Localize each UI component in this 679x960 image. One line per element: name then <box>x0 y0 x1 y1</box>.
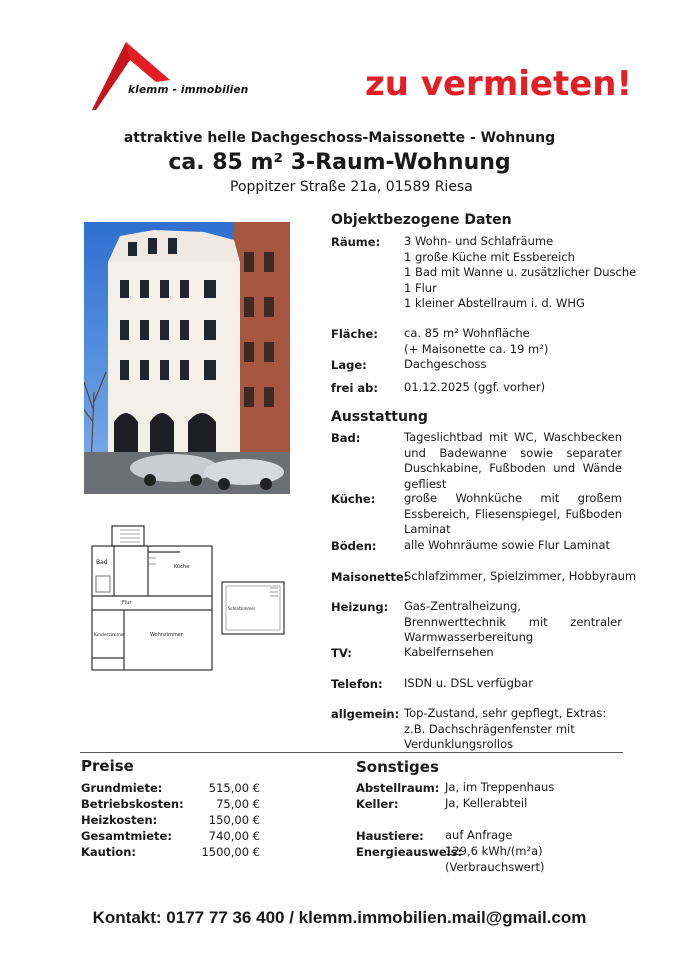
logo-roof-icon <box>90 40 170 112</box>
kaution-value: 1500,00 € <box>201 845 260 859</box>
gesamtmiete-label: Gesamtmiete: <box>81 829 172 843</box>
plan-room-living: Wohnzimmer <box>150 632 183 638</box>
divider <box>80 752 623 753</box>
raeume-item: 1 große Küche mit Essbereich <box>404 249 575 264</box>
maisonette-label: Maisonette: <box>331 570 409 584</box>
raeume-item: 1 kleiner Abstellraum i. d. WHG <box>404 296 585 310</box>
betriebskosten-value: 75,00 € <box>216 797 260 811</box>
frei-label: frei ab: <box>331 381 379 395</box>
tv-value: Kabelfernsehen <box>404 645 494 659</box>
allgemein-label: allgemein: <box>331 707 400 721</box>
flaeche-line: (+ Maisonette ca. 19 m²) <box>404 341 549 356</box>
tv-label: TV: <box>331 646 352 660</box>
betriebskosten-label: Betriebskosten: <box>81 797 184 811</box>
boeden-label: Böden: <box>331 539 377 553</box>
bad-value: Tageslichtbad mit WC, Waschbecken und Badewanne sowie separater Duschkabine, Fußboden und Wände gefliest <box>404 430 622 491</box>
telefon-label: Telefon: <box>331 677 383 691</box>
energie-line: (Verbrauchswert) <box>445 859 545 874</box>
abstellraum-label: Abstellraum: <box>356 781 440 795</box>
gesamtmiete-value: 740,00 € <box>208 829 260 843</box>
keller-label: Keller: <box>356 797 399 811</box>
energieausweis-value <box>445 844 544 875</box>
frei-value: 01.12.2025 (ggf. vorher) <box>404 380 546 394</box>
objekt-heading: Objektbezogene Daten <box>331 212 512 228</box>
plan-room-kids: Kinderzimmer <box>94 633 126 638</box>
address: Poppitzer Straße 21a, 01589 Riesa <box>230 179 473 195</box>
flaeche-value <box>404 326 548 357</box>
plan-room-bath: Bad <box>96 559 108 566</box>
contact-line: Kontakt: 0177 77 36 400 / klemm.immobilien.mail@gmail.com <box>92 908 587 927</box>
bad-label: Bad: <box>331 431 361 445</box>
ausstattung-heading: Ausstattung <box>331 409 428 425</box>
page-title: ca. 85 m² 3-Raum-Wohnung <box>168 150 511 175</box>
sonstiges-heading: Sonstiges <box>356 758 439 776</box>
flaeche-label: Fläche: <box>331 327 378 341</box>
energie-line: 129,6 kWh/(m²a) <box>445 844 543 858</box>
logo-text: klemm - immobilien <box>128 84 249 96</box>
preise-heading: Preise <box>81 757 134 775</box>
maisonette-value: Schlafzimmer, Spielzimmer, Hobbyraum <box>404 569 637 583</box>
keller-value: Ja, Kellerabteil <box>445 796 528 810</box>
raeume-list <box>404 234 636 312</box>
kueche-value: große Wohnküche mit großem Essbereich, Fliesenspiegel, Fußboden Laminat <box>404 491 622 536</box>
grundmiete-label: Grundmiete: <box>81 781 163 795</box>
grundmiete-value: 515,00 € <box>208 781 260 795</box>
boeden-value: alle Wohnräume sowie Flur Laminat <box>404 538 611 552</box>
floor-plan <box>84 518 294 678</box>
flaeche-line: ca. 85 m² Wohnfläche <box>404 326 530 340</box>
kaution-label: Kaution: <box>81 845 136 859</box>
plan-room-bedroom: Schlafzimmer <box>228 606 256 611</box>
lage-label: Lage: <box>331 358 367 372</box>
plan-room-hall: Flur <box>122 600 132 606</box>
abstellraum-value: Ja, im Treppenhaus <box>445 780 555 794</box>
raeume-item: 1 Bad mit Wanne u. zusätzlicher Dusche <box>404 265 637 279</box>
telefon-value: ISDN u. DSL verfügbar <box>404 676 533 690</box>
energieausweis-label: Energieausweis: <box>356 845 463 859</box>
heizkosten-label: Heizkosten: <box>81 813 158 827</box>
headline: zu vermieten! <box>365 64 632 104</box>
haustiere-value: auf Anfrage <box>445 828 513 842</box>
raeume-label: Räume: <box>331 235 381 249</box>
plan-room-kitchen: Küche <box>174 564 190 570</box>
kueche-label: Küche: <box>331 492 376 506</box>
raeume-item: 3 Wohn- und Schlafräume <box>404 234 554 248</box>
haustiere-label: Haustiere: <box>356 829 424 843</box>
heizkosten-value: 150,00 € <box>208 813 260 827</box>
subtitle: attraktive helle Dachgeschoss-Maissonette - Wohnung <box>123 130 556 146</box>
raeume-item: 1 Flur <box>404 280 437 295</box>
heizung-value: Gas-Zentralheizung, Brennwerttechnik mit zentraler Warmwasserbereitung <box>404 599 622 644</box>
allgemein-value: Top-Zustand, sehr gepflegt, Extras: z.B. Dachschrägenfenster mit Verdunklungsrollos <box>404 706 607 751</box>
lage-value: Dachgeschoss <box>404 357 487 371</box>
company-logo <box>90 40 250 112</box>
building-photo <box>84 222 290 494</box>
heizung-label: Heizung: <box>331 600 389 614</box>
